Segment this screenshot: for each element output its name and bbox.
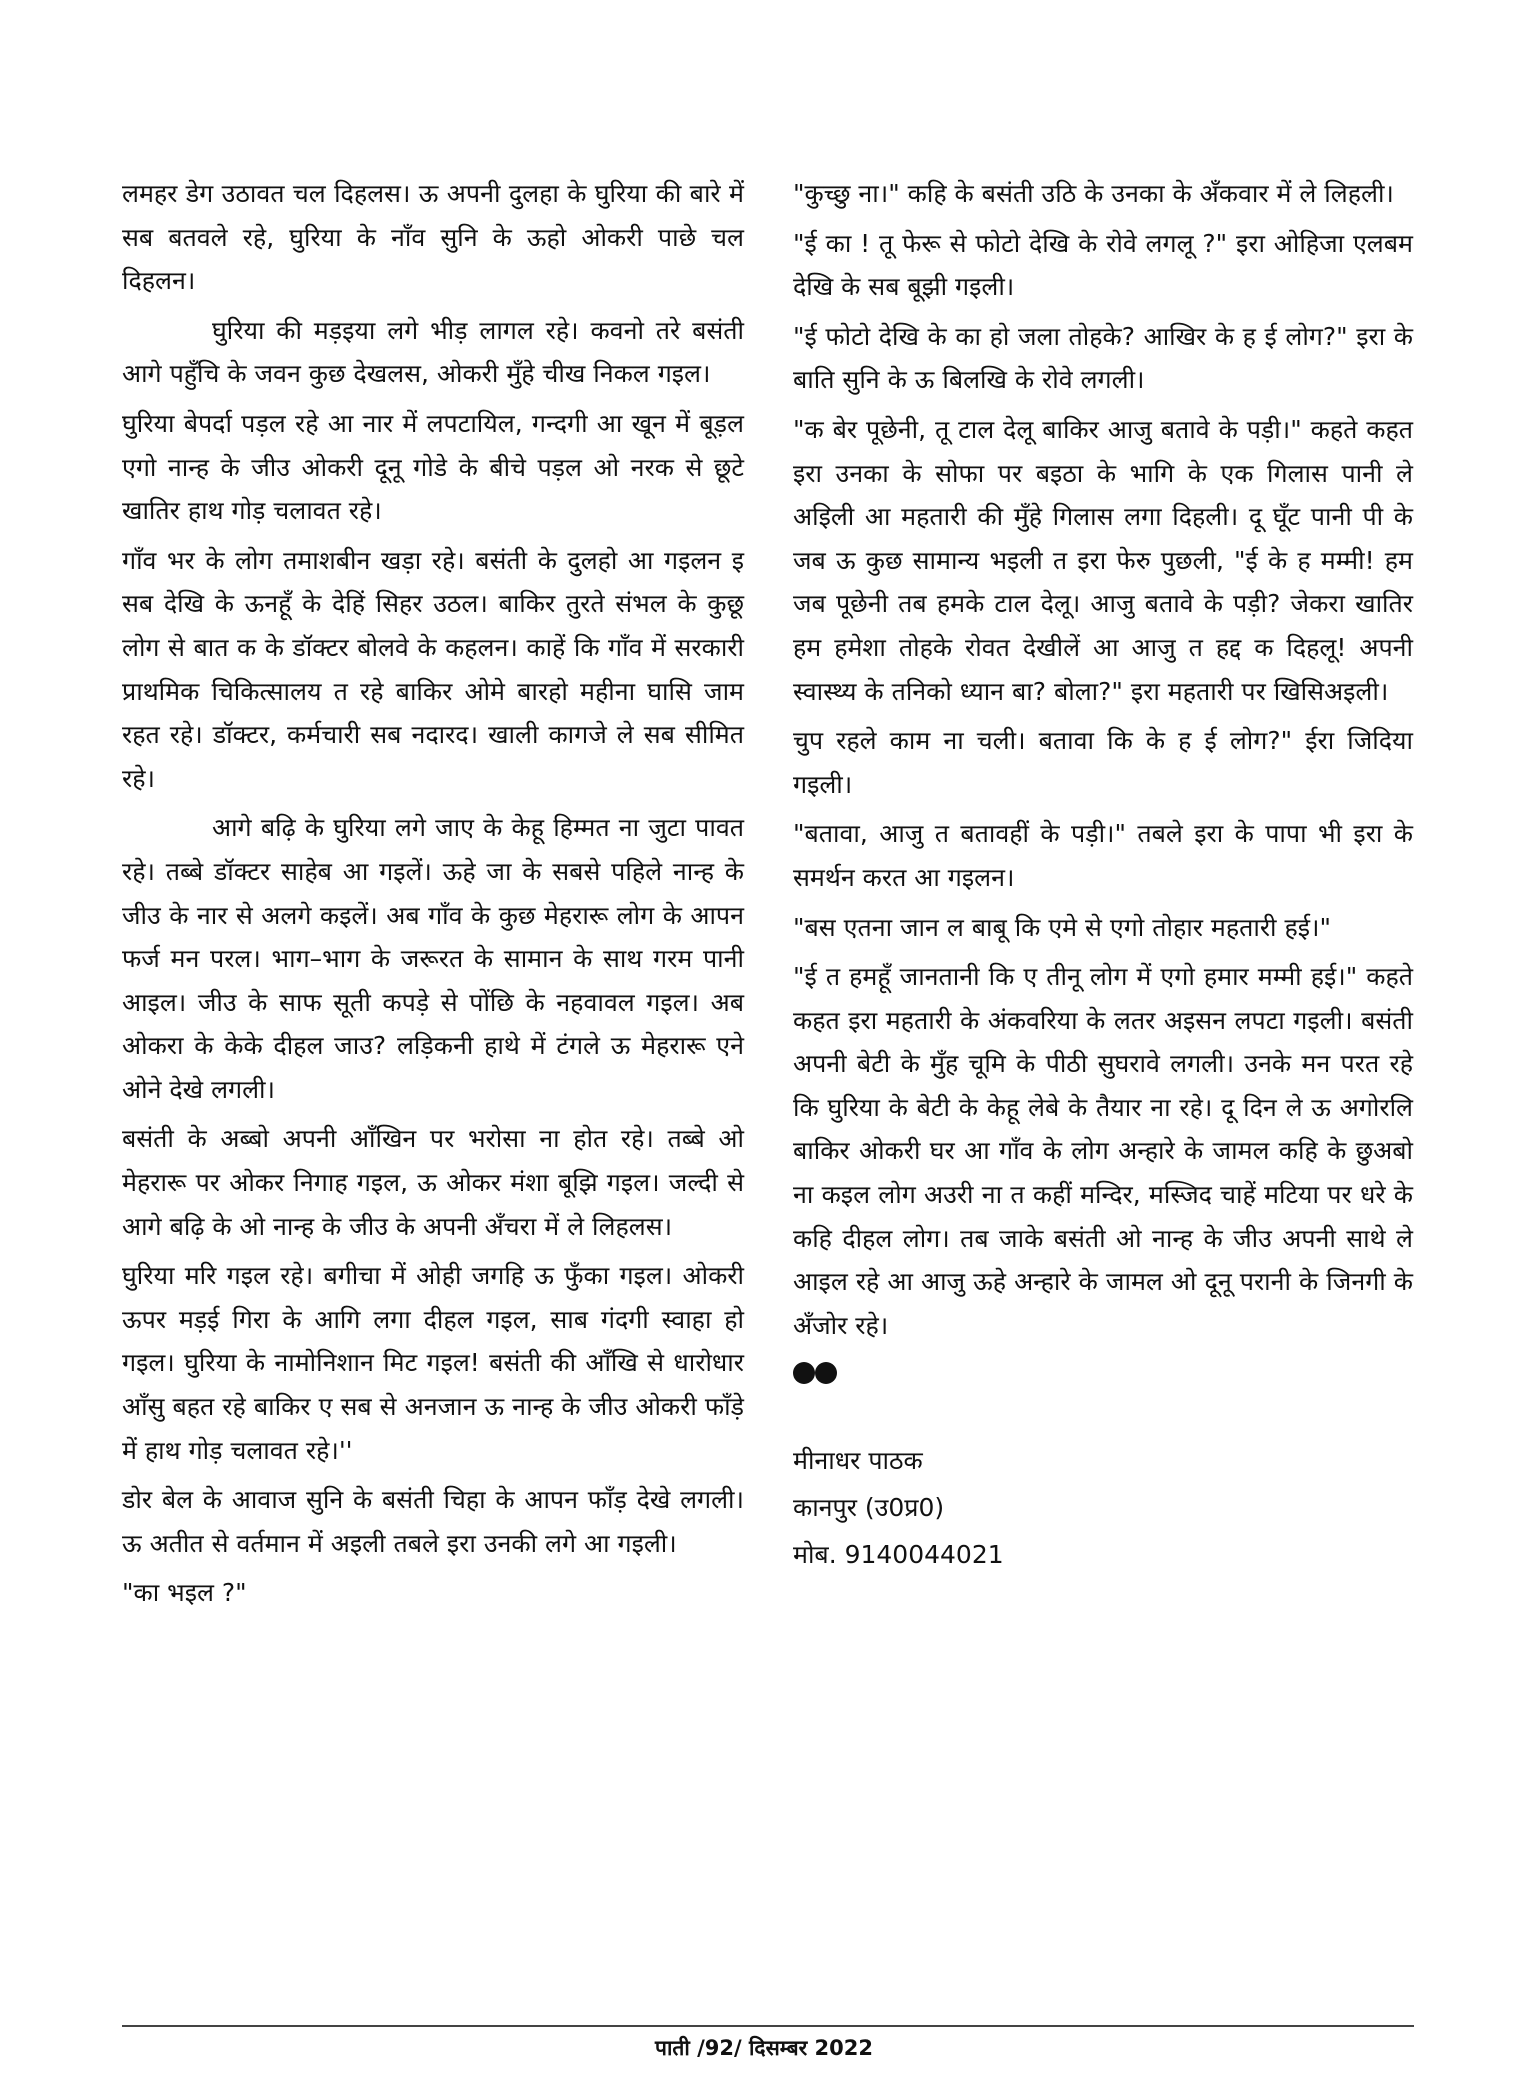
right-column xyxy=(793,172,1413,1578)
right-column-paragraphs xyxy=(793,172,1413,1347)
paragraph: चुप रहले काम ना चली। बतावा कि के ह ई लोग?" ईरा जिदिया गइली। xyxy=(793,726,1413,799)
end-ornament xyxy=(793,1355,1413,1391)
paragraph: "ई त हमहूँ जानतानी कि ए तीनू लोग में एगो हमार मम्मी हई।" कहते कहत इरा महतारी के अंकवरिया के लतर अइसन लपटा गइली। बसंती अपनी बेटी के मुँह चूमि के पीठी सुघरावे लगली। उनके मन परत रहे कि घुरिया के बेटी के केहू लेबे के तैयार ना रहे। दू दिन ले ऊ अगोरलि बाकिर ओकरी घर आ गाँव के लोग अन्हारे के जामल कहि के छुअबो ना कइल लोग अउरी ना त कहीं मन्दिर, मस्जिद चाहें मटिया पर धरे के कहि दीहल लोग। तब जाके बसंती ओ नान्ह के जीउ अपनी साथे ले आइल रहे आ आजु ऊहे अन्हारे के जामल ओ दूनू परानी के जिनगी के अँजोर रहे। xyxy=(793,962,1413,1340)
paragraph: घुरिया बेपर्दा पड़ल रहे आ नार में लपटायिल, गन्दगी आ खून में बूड़ल एगो नान्ह के जीउ ओकरी दूनू गोडे के बीचे पड़ल ओ नरक से छूटे खातिर हाथ गोड़ चलावत रहे। xyxy=(122,408,744,526)
ornament-dot-icon xyxy=(815,1362,837,1384)
paragraph: लमहर डेग उठावत चल दिहलस। ऊ अपनी दुलहा के घुरिया की बारे में सब बतवले रहे, घुरिया के नाँव सुनि के ऊहो ओकरी पाछे चल दिहलन। xyxy=(122,179,744,296)
paragraph: "क बेर पूछेनी, तू टाल देलू बाकिर आजु बतावे के पड़ी।" कहते कहत इरा उनका के सोफा पर बइठा के भागि के एक गिलास पानी ले अइिली आ महतारी की मुँहे गिलास लगा दिहली। दू घूँट पानी पी के जब ऊ कुछ सामान्य भइली त इरा फेरु पुछली, "ई के ह मम्मी! हम जब पूछेनी तब हमके टाल देलू। आजु बतावे के पड़ी? जेकरा खातिर हम हमेशा तोहके रोवत देखीलें आ आजु त हद्द क दिहलू! अपनी स्वास्थ्य के तनिको ध्यान बा? बोला?" इरा महतारी पर खिसिअइली। xyxy=(793,414,1413,706)
paragraph: घुरिया की मड़इया लगे भीड़ लागल रहे। कवनो तरे बसंती आगे पहुँचि के जवन कुछ देखलस, ओकरी मुँहे चीख निकल गइल। xyxy=(122,315,744,389)
paragraph: गाँव भर के लोग तमाशबीन खड़ा रहे। बसंती के दुलहो आ गइलन इ सब देखि के ऊनहूँ के देहिं सिहर उठल। बाकिर तुरते संभल के कुछू लोग से बात क के डॉक्टर बोलवे के कहलन। काहें कि गाँव में सरकारी प्राथमिक चिकित्सालय त रहे बाकिर ओमे बारहो महीना घासि जाम रहत रहे। डॉक्टर, कर्मचारी सब नदारद। खाली कागजे ले सब सीमित रहे। xyxy=(122,545,744,793)
paragraph: "का भइल ?" xyxy=(122,1578,247,1608)
paragraph: घुरिया मरि गइल रहे। बगीचा में ओही जगहि ऊ फुँका गइल। ओकरी ऊपर मड़ई गिरा के आगि लगा दीहल गइल, साब गंदगी स्वाहा हो गइल। घुरिया के नामोनिशान मिट गइल! बसंती की आँखि से धारोधार आँसु बहत रहे बाकिर ए सब से अनजान ऊ नान्ह के जीउ ओकरी फाँड़े में हाथ गोड़ चलावत रहे।'' xyxy=(122,1261,744,1465)
paragraph: डोर बेल के आवाज सुनि के बसंती चिहा के आपन फाँड़ देखे लगली। ऊ अतीत से वर्तमान में अइली तबले इरा उनकी लगे आ गइली। xyxy=(122,1485,744,1558)
paragraph: "बस एतना जान ल बाबू कि एमे से एगो तोहार महतारी हई।" xyxy=(793,912,1331,942)
paragraph: बसंती के अब्बो अपनी आँखिन पर भरोसा ना होत रहे। तब्बे ओ मेहरारू पर ओकर निगाह गइल, ऊ ओकर मंशा बूझि गइल। जल्दी से आगे बढ़ि के ओ नान्ह के जीउ के अपनी अँचरा में ले लिहलस। xyxy=(122,1124,744,1241)
author-block xyxy=(793,1437,1413,1578)
paragraph: "कुच्छु ना।" कहि के बसंती उठि के उनका के अँकवार में ले लिहली। xyxy=(793,179,1394,208)
footer-divider xyxy=(122,2025,1414,2027)
author-phone: मोब. 9140044021 xyxy=(793,1540,1004,1570)
paragraph: "ई का ! तू फेरू से फोटो देखि के रोवे लगलू ?" इरा ओहिजा एलबम देखि के सब बूझी गइली। xyxy=(793,228,1413,302)
page-footer: पाती /92/ दिसम्बर 2022 xyxy=(655,2036,873,2060)
ornament-dot-icon xyxy=(793,1362,815,1384)
paragraph: "ई फोटो देखि के का हो जला तोहके? आखिर के ह ई लोग?" इरा के बाति सुनि के ऊ बिलखि के रोवे लगली। xyxy=(793,321,1413,395)
left-column xyxy=(122,172,744,1621)
author-place: कानपुर (उ0प्र0) xyxy=(793,1493,945,1523)
paragraph: "बतावा, आजु त बतावहीं के पड़ी।" तबले इरा के पापा भी इरा के समर्थन करत आ गइलन। xyxy=(793,819,1413,892)
paragraph: आगे बढ़ि के घुरिया लगे जाए के केहू हिम्मत ना जुटा पावत रहे। तब्बे डॉक्टर साहेब आ गइलें। ऊहे जा के सबसे पहिले नान्ह के जीउ के नार से अलगे कइलें। अब गाँव के कुछ मेहरारू लोग के आपन फर्ज मन परल। भाग–भाग के जरूरत के सामान के साथ गरम पानी आइल। जीउ के साफ सूती कपड़े से पोंछि के नहवावल गइल। अब ओकरा के केके दीहल जाउ? लड़िकनी हाथे में टंगले ऊ मेहरारू एने ओने देखे लगली। xyxy=(122,813,744,1104)
author-name: मीनाधर पाठक xyxy=(793,1446,923,1476)
